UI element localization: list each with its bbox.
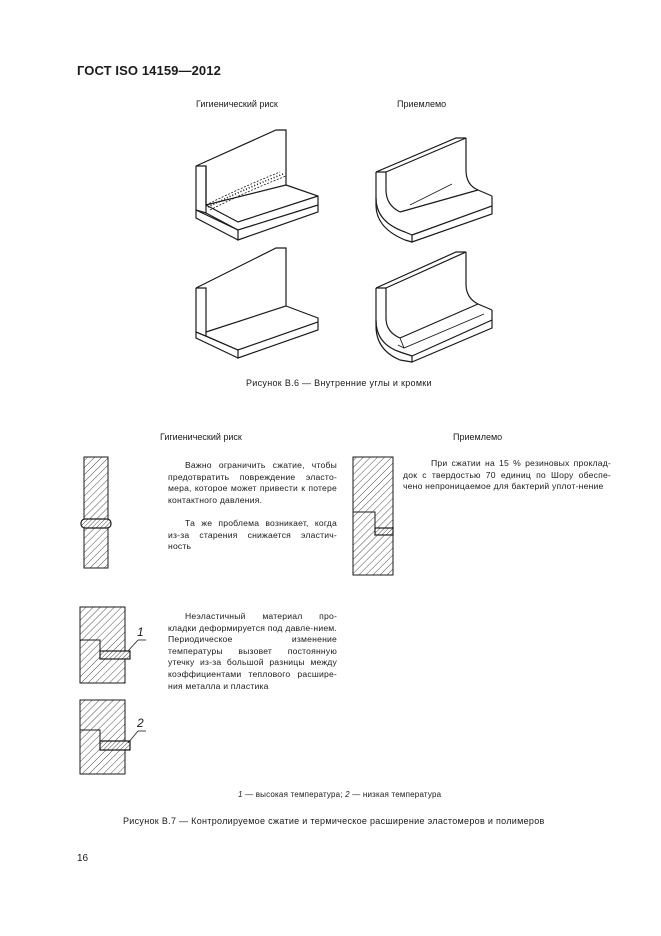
callout-1: 1 (137, 625, 144, 639)
text-aging: Та же проблема возникает, когда из-за старения снижается эластич-ность (168, 518, 337, 552)
legend-num-1: 1 (238, 790, 243, 799)
gasket-low-temp-drawing (80, 700, 146, 774)
text-compression-limit: Важно ограничить сжатие, чтобы предотвратить повреждение эласто-мера, которое может привести к потере контактного давления. (168, 460, 337, 505)
gasket-compressed-drawing (81, 457, 111, 568)
fig6-label-acceptable: Приемлемо (397, 99, 447, 109)
fig7-caption: Рисунок В.7 — Контролируемое сжатие и термическое расширение эластомеров и полимеров (123, 816, 545, 826)
callout-2: 2 (137, 716, 144, 730)
legend-num-2: 2 (345, 790, 350, 799)
fig7-label-risk: Гигиенический риск (160, 432, 242, 442)
fig6-label-risk: Гигиенический риск (196, 99, 278, 109)
legend-text-1: — высокая температура; (242, 790, 346, 799)
text-inelastic: Неэластичный материал про-кладки деформируется под давле-нием. Периодическое изменение температуры вызовет постоянную утечку из-за большой разницы между коэффициентами теплового расшире-ния металла и пластика (168, 611, 337, 691)
fig6-caption: Рисунок В.6 — Внутренние углы и кромки (246, 378, 432, 388)
fig7-label-acceptable: Приемлемо (453, 432, 503, 442)
gasket-acceptable-drawing (353, 457, 393, 575)
gasket-high-temp-drawing (80, 607, 146, 683)
fig7-legend (238, 790, 441, 799)
document-header: ГОСТ ISO 14159—2012 (77, 63, 221, 78)
text-acceptable: При сжатии на 15 % резиновых проклад-док с твердостью 70 единиц по Шору обеспе-чено непроницаемое для бактерий уплот-нение (403, 458, 611, 492)
page-number: 16 (77, 853, 89, 864)
legend-text-2: — низкая температура (349, 790, 442, 799)
